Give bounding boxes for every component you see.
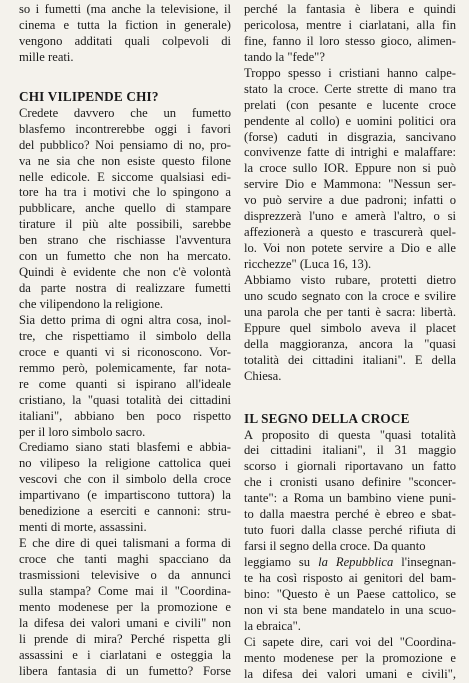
text-line: trasmissioni televisive o da annunci: [19, 567, 231, 582]
text-line: uno scudo segnato con la croce e svilire: [244, 288, 456, 303]
text-line: per il loro simbolo sacro.: [19, 424, 146, 439]
text-line: affezionerà a questo e trascurerà quel-: [244, 225, 456, 240]
text-line: Eppure quel simbolo aveva il placet: [244, 320, 456, 335]
text-line: A proposito di questa "quasi totalità: [244, 427, 456, 442]
text-line: la difesa dei valori umani e civili",: [244, 666, 456, 681]
text-line: benedizione a eserciti e cannoni: stru-: [19, 504, 231, 519]
text-line: remmo però, polemicamente, far nota-: [19, 360, 231, 375]
text-line: farsi il segno della croce. Da quanto: [244, 539, 426, 554]
text-line: una parola che per tanti è sacra: libertà.: [244, 304, 456, 319]
text-line: italiani", abbiano ben poco rispetto: [19, 408, 231, 423]
text-line: vescovi che con il simbolo della croce: [19, 472, 231, 487]
paragraph: [19, 106, 231, 313]
text-line: [244, 555, 456, 571]
text-line: non vi sta bene mandatelo in una scuo-: [244, 602, 456, 617]
text-line: croce e quanti vi si riconoscono. Vor-: [19, 344, 231, 359]
text-line: E che dire di quei talismani a forma di: [19, 536, 231, 551]
text-line: della maggioranza, ancora la "quasi: [244, 336, 456, 351]
text-line: tre, che rispettiamo il simbolo della: [19, 328, 231, 343]
paragraph: [244, 555, 456, 571]
text-line: bino: "Questo è un Paese cattolico, se: [244, 586, 456, 601]
italic-title: la Repubblica: [318, 555, 394, 569]
text-line: totalità dei cittadini italiani". E della: [244, 352, 456, 367]
text-line: Quindi è evidente che non c'è volontà: [19, 265, 231, 280]
text-line: vengono additati quali colpevoli di: [19, 33, 231, 48]
text-line: Abbiamo visto rubare, protetti dietro: [244, 272, 456, 287]
text-line: Crediamo siano stati blasfemi e abbia-: [19, 440, 231, 455]
text-line: cinema e tutta la fiction in generale): [19, 17, 231, 32]
text-line: pericolosa, mentre i ciarlatani, alla fin: [244, 17, 456, 32]
text-line: disprezzerà l'uno e amerà l'altro, o si: [244, 209, 456, 224]
text-line: Sia detto prima di ogni altra cosa, inol-: [19, 312, 231, 327]
text-line: con un fumetto che non ha mercato.: [19, 249, 231, 264]
text-line: vo può servire a due padroni; infatti o: [244, 193, 456, 208]
text-line: Ci sapete dire, cari voi del "Coordina-: [244, 634, 456, 649]
text-span: l'insegnan-: [393, 555, 456, 569]
text-line: del pubblico? Noi pensiamo di no, pro-: [19, 137, 231, 152]
text-line: impartivano (e impartiscono tuttora) la: [19, 488, 231, 503]
text-line: te ha così risposto ai genitori del bam-: [244, 570, 456, 585]
text-line: prelati (con pesante e lucente croce: [244, 97, 456, 112]
text-line: scorso i giornali riportavano un fatto: [244, 459, 456, 474]
text-line: nelle edicole. E siccome qualsiasi edi-: [19, 169, 231, 184]
paragraph: [19, 440, 231, 536]
text-line: (forse) caduti in disgrazia, sancivano: [244, 129, 456, 144]
text-line: libera fantasia di un fumetto? Forse: [19, 663, 231, 678]
text-line: che i cronisti usano definire "sconcer-: [244, 475, 456, 490]
text-line: mille reati.: [19, 49, 74, 64]
text-line: la difesa dei valori umani e civili" non: [19, 615, 231, 630]
text-line: so i fumetti (ma anche la televisione, il: [19, 2, 231, 16]
text-line: tante": a Roma un bambino viene puni-: [244, 491, 456, 506]
text-line: la ebraica".: [244, 618, 301, 633]
text-line: convivenze fatte di intrighi e malaffare:: [244, 145, 456, 160]
paragraph: [244, 571, 456, 635]
text-line: ben strano che rischiasse l'avventura: [19, 233, 231, 248]
text-line: fine, fanno il loro stesso gioco, alimen-: [244, 33, 456, 48]
text-line: stato la croce. Certe strette di mano tra: [244, 81, 456, 96]
text-line: da parte nostra di realizzare fumetti: [19, 281, 231, 296]
text-line: Troppo spesso i cristiani hanno calpe-: [244, 65, 456, 80]
text-line: li prende di mira? Perché rispetta gli: [19, 631, 231, 646]
text-line: ricchezze" (Luca 16, 13).: [244, 257, 372, 271]
intro-paragraph: [19, 2, 231, 66]
paragraph: [244, 66, 456, 273]
text-span: leggiamo su: [244, 555, 319, 569]
section-heading: CHI VILIPENDE CHI?: [19, 88, 159, 104]
text-line: la croce sullo IOR. Eppure non si può: [244, 161, 456, 176]
text-line: assassini e i ciarlatani e osteggia la: [19, 647, 231, 662]
text-line: mento modenese per la promozione e: [19, 599, 231, 614]
paragraph: [244, 2, 456, 66]
text-line: dei cittadini italiani", il 31 maggio: [244, 443, 456, 458]
text-line: va ne sia che non esiste questo filone: [19, 153, 231, 168]
paragraph: [19, 313, 231, 441]
text-line: tirature il più alte possibili, sarebbe: [19, 217, 231, 232]
text-line: lo. Voi non potete servire a Dio e alle: [244, 241, 456, 256]
text-line: sulla stampa? Come mai il "Coordina-: [19, 583, 231, 598]
paragraph: [244, 428, 456, 556]
text-line: Chiesa.: [244, 368, 282, 383]
right-column: [244, 2, 456, 683]
paragraph: [244, 273, 456, 385]
text-line: tando la "fede"?: [244, 49, 325, 64]
text-line: pendente al collo) e uomini politici ora: [244, 113, 456, 128]
text-line: perché la fantasia è libera e quindi: [244, 2, 456, 16]
right-paragraphs-bottom: [244, 428, 456, 683]
text-line: mento modenese per la promozione e: [244, 650, 456, 665]
paragraph: [19, 536, 231, 679]
text-line: Credete davvero che un fumetto: [19, 105, 231, 120]
text-line: blasfemo incontrerebbe oggi i favori: [19, 121, 231, 136]
text-line: servire Dio e Mammona: "Nessun ser-: [244, 177, 456, 192]
text-line: tore ha tra i motivi che lo spingono a: [19, 185, 231, 200]
text-line: re come quanti si ispirano all'ideale: [19, 376, 231, 391]
left-paragraphs: [19, 106, 231, 680]
text-line: tuto fuori dalla classe perché rifiuta di: [244, 523, 456, 538]
text-line: che vilipendono la religione.: [19, 297, 164, 311]
text-line: no vilipeso la religione cattolica quei: [19, 456, 231, 471]
text-line: croce che tanti maghi spacciano da: [19, 552, 231, 566]
left-column: [19, 2, 231, 680]
text-line: pubblicare, anche quello di stampare: [19, 201, 231, 216]
text-line: menti di morte, assassini.: [19, 520, 147, 535]
paragraph: [244, 635, 456, 683]
section-heading: IL SEGNO DELLA CROCE: [244, 410, 410, 426]
text-line: cristiano, la "quasi totalità dei cittadini: [19, 392, 231, 407]
text-line: to dalla maestra perché è ebreo e sbat-: [244, 507, 456, 522]
right-paragraphs-top: [244, 2, 456, 385]
